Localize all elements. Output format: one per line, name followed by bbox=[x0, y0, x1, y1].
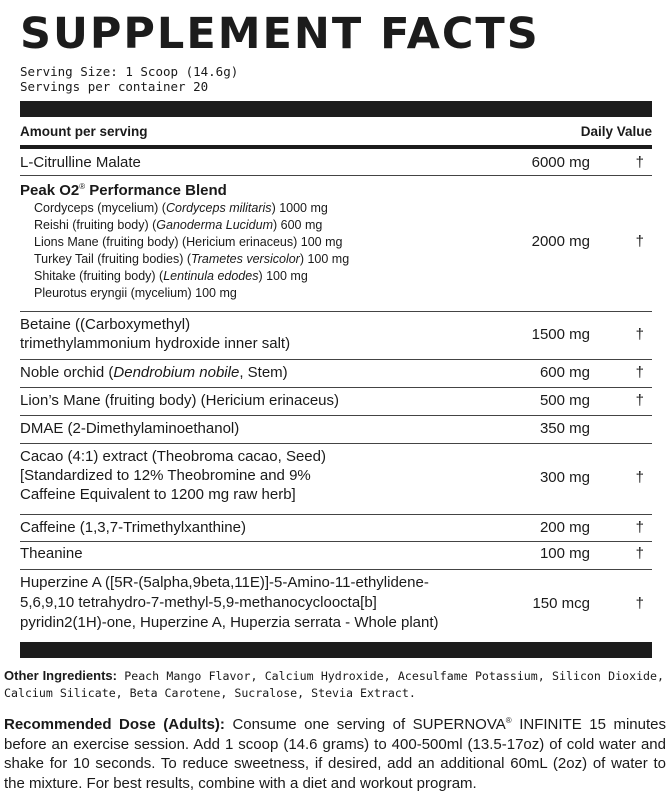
daily-value-dagger: † bbox=[635, 233, 644, 250]
daily-value-dagger: † bbox=[635, 154, 644, 171]
recommended-dose bbox=[4, 711, 666, 793]
serving-size: Serving Size: 1 Scoop (14.6g) bbox=[20, 64, 239, 79]
ingredient-row bbox=[20, 570, 652, 640]
ingredient-amount: 350 mg bbox=[539, 420, 590, 437]
blend-item bbox=[34, 200, 328, 217]
recommended-dose-label: Recommended Dose (Adults): bbox=[4, 716, 225, 733]
blend-item-text: Turkey Tail (fruiting bodies) ( bbox=[34, 252, 192, 266]
blend-item-latin: Cordyceps militaris bbox=[165, 201, 272, 215]
ingredient-row bbox=[20, 149, 652, 175]
ingredient-name: Betaine ((Carboxymethyl) bbox=[20, 316, 191, 333]
daily-value-dagger: † bbox=[635, 545, 644, 562]
blend-title bbox=[20, 178, 227, 200]
ingredient-name: DMAE (2-Dimethylaminoethanol) bbox=[20, 420, 240, 437]
blend-item-text: Shitake (fruiting body) ( bbox=[34, 269, 164, 283]
ingredient-amount: 100 mg bbox=[539, 545, 590, 562]
other-ingredients-text: Peach Mango Flavor, Calcium Hydroxide, Acesulfame Potassium, Silicon Dioxide, Calcium Silicate, Beta Carotene, Sucralose, Stevia Extract. bbox=[4, 669, 664, 700]
ingredient-name: L-Citrulline Malate bbox=[20, 154, 141, 171]
daily-value-dagger: † bbox=[635, 595, 644, 612]
top-divider bbox=[20, 101, 652, 117]
ingredient-row bbox=[20, 312, 652, 358]
daily-value-dagger: † bbox=[635, 519, 644, 536]
ingredient-name-cont: trimethylammonium hydroxide inner salt) bbox=[20, 335, 291, 352]
ingredient-amount: 500 mg bbox=[539, 392, 590, 409]
ingredient-amount: 2000 mg bbox=[531, 233, 590, 250]
ingredient-amount: 200 mg bbox=[539, 519, 590, 536]
daily-value-dagger: † bbox=[635, 364, 644, 381]
ingredient-name: Lion’s Mane (fruiting body) (Hericium erinaceus) bbox=[20, 392, 340, 409]
ingredient-name-cont: Caffeine Equivalent to 1200 mg raw herb] bbox=[20, 486, 296, 503]
blend-item-text: Lions Mane (fruiting body) (Hericium erinaceus) 100 mg bbox=[34, 235, 343, 249]
ingredient-name: Cacao (4:1) extract (Theobroma cacao, Seed) bbox=[20, 448, 326, 465]
blend-item-latin: Lentinula edodes bbox=[163, 269, 259, 283]
ingredient-name bbox=[20, 364, 288, 382]
ingredient-row bbox=[20, 515, 652, 541]
blend-item bbox=[34, 234, 342, 251]
ingredient-amount: 300 mg bbox=[539, 469, 590, 486]
registered-mark: ® bbox=[79, 182, 86, 191]
recommended-dose-text: Consume one serving of SUPERNOVA bbox=[224, 716, 506, 733]
servings-per-container: Servings per container 20 bbox=[20, 79, 209, 94]
blend-item-text: Reishi (fruiting body) ( bbox=[34, 218, 157, 232]
ingredient-amount: 1500 mg bbox=[531, 326, 590, 343]
ingredient-amount: 150 mcg bbox=[532, 595, 590, 612]
ingredient-name-cont: pyridin2(1H)-one, Huperzine A, Huperzia serrata - Whole plant) bbox=[20, 614, 439, 631]
blend-item bbox=[34, 285, 237, 302]
daily-value-dagger: † bbox=[635, 326, 644, 343]
blend-item bbox=[34, 251, 349, 268]
blend-item-latin: Ganoderma Lucidum bbox=[156, 218, 273, 232]
ingredient-amount: 6000 mg bbox=[531, 154, 590, 171]
ingredient-row bbox=[20, 388, 652, 415]
ingredient-row bbox=[20, 542, 652, 569]
blend-item-text: ) 100 mg bbox=[258, 269, 308, 283]
ingredient-name-cont: 5,6,9,10 tetrahydro-7-methyl-5,9-methanocycloocta[b] bbox=[20, 594, 377, 611]
ingredient-name: Caffeine (1,3,7-Trimethylxanthine) bbox=[20, 519, 246, 536]
blend-item bbox=[34, 217, 322, 234]
recommended-dose-text-cont: INFINITE 15 minutes before an exercise session. Add 1 scoop (14.6 grams) to 400-500ml (13.5-17oz) of cold water and shake for 10 seconds. To reduce sweetness, if desired, add an additional 60mL (2oz) of water to the mixture. For best results, combine with a diet and workout program. bbox=[4, 716, 666, 792]
ingredient-row bbox=[20, 444, 652, 513]
registered-mark: ® bbox=[505, 716, 512, 725]
blend-row bbox=[20, 176, 652, 310]
blend-item bbox=[34, 268, 308, 285]
page-title: SUPPLEMENT FACTS bbox=[20, 9, 540, 59]
amount-per-serving-label: Amount per serving bbox=[20, 124, 148, 139]
ingredient-name: Huperzine A ([5R-(5alpha,9beta,11E)]-5-Amino-11-ethylidene- bbox=[20, 574, 429, 591]
blend-item-text: Cordyceps (mycelium) ( bbox=[34, 201, 166, 215]
ingredient-name-text: Noble orchid ( bbox=[20, 364, 114, 381]
ingredient-name: Theanine bbox=[20, 545, 83, 562]
daily-value-label: Daily Value bbox=[580, 124, 652, 139]
ingredient-row bbox=[20, 360, 652, 387]
blend-item-text: Pleurotus eryngii (mycelium) 100 mg bbox=[34, 286, 237, 300]
blend-name-suffix: Performance Blend bbox=[85, 182, 227, 199]
blend-item-text: ) 600 mg bbox=[273, 218, 323, 232]
blend-item-latin: Trametes versicolor bbox=[191, 252, 300, 266]
bottom-divider bbox=[20, 642, 652, 658]
other-ingredients-label: Other Ingredients: bbox=[4, 668, 117, 683]
ingredient-row bbox=[20, 416, 652, 443]
serving-info bbox=[20, 64, 238, 94]
daily-value-dagger: † bbox=[635, 392, 644, 409]
ingredient-name-text: , Stem) bbox=[239, 364, 288, 381]
ingredient-latin: Dendrobium nobile bbox=[113, 364, 240, 381]
ingredient-name-cont: [Standardized to 12% Theobromine and 9% bbox=[20, 467, 311, 484]
other-ingredients bbox=[4, 667, 664, 702]
daily-value-dagger: † bbox=[635, 469, 644, 486]
blend-item-text: ) 100 mg bbox=[299, 252, 350, 266]
ingredient-amount: 600 mg bbox=[539, 364, 590, 381]
blend-item-text: ) 1000 mg bbox=[271, 201, 328, 215]
blend-name: Peak O2 bbox=[20, 182, 80, 199]
